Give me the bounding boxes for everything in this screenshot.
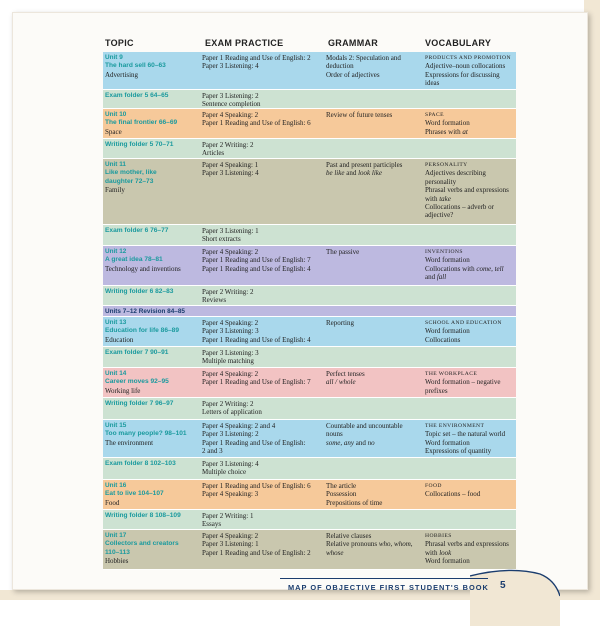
table-row: [103, 480, 516, 510]
cell-line: Collocations – food: [425, 490, 481, 499]
cell-line: Collocations with come, tell: [425, 264, 504, 273]
topic-cell: [105, 512, 201, 520]
cell-line: 2 and 3: [202, 447, 223, 456]
cell-line: The passive: [326, 248, 360, 256]
cell-line: Modals 2: Speculation and: [326, 54, 401, 62]
exam-practice-cell: [202, 161, 326, 178]
cell-line: Paper 4 Speaking: 2 and 4: [202, 422, 276, 430]
header-topic: TOPIC: [105, 38, 134, 48]
cell-line: Exam folder 5 64–65: [105, 92, 169, 99]
cell-line: Paper 4 Speaking: 2: [202, 370, 259, 378]
topic-cell: [105, 319, 201, 344]
cell-line: Phrasal verbs and expressions: [425, 186, 509, 195]
cell-line: Phrasal verbs and expressions: [425, 540, 509, 549]
footer-title: MAP OF OBJECTIVE FIRST STUDENT'S BOOK: [288, 583, 489, 592]
table-row: [103, 306, 516, 317]
cell-line: Unit 9: [105, 54, 123, 61]
table-row: [103, 109, 516, 139]
cell-line: all / whole: [326, 378, 356, 387]
topic-cell: [105, 532, 201, 566]
topic-cell: [105, 248, 201, 273]
table-row: [103, 420, 516, 458]
cell-line: Paper 4 Speaking: 2: [202, 248, 259, 256]
table-row: [103, 286, 516, 306]
topic-cell: [105, 482, 201, 507]
cell-line: with look: [425, 548, 452, 557]
cell-line: Paper 3 Listening: 4: [202, 460, 259, 468]
cell-line: Paper 2 Writing: 2: [202, 141, 254, 149]
cell-line: Paper 4 Speaking: 2: [202, 319, 259, 327]
vocabulary-cell: [425, 532, 516, 566]
cell-line: Word formation: [425, 256, 470, 265]
cell-line: Writing folder 8 108–109: [105, 512, 181, 519]
cell-line: Paper 2 Writing: 2: [202, 288, 254, 296]
cell-line: Paper 3 Listening: 4: [202, 62, 259, 71]
cell-line: Paper 3 Listening: 2: [202, 430, 259, 439]
cell-line: The environment: [105, 438, 154, 447]
cell-line: Paper 3 Listening: 1: [202, 540, 259, 549]
cell-line: PERSONALITY: [425, 162, 468, 168]
cell-line: Possession: [326, 490, 357, 499]
cell-line: Paper 3 Listening: 1: [202, 227, 259, 235]
grammar-cell: [326, 422, 423, 447]
cell-line: HOBBIES: [425, 533, 452, 539]
cell-line: deduction: [326, 62, 354, 71]
cell-line: Expressions of quantity: [425, 447, 492, 456]
cell-line: Countable and uncountable: [326, 422, 403, 430]
table-row: [103, 530, 516, 570]
cell-line: Word formation: [425, 438, 470, 447]
cell-line: Like mother, like: [105, 169, 157, 177]
vocabulary-cell: [425, 370, 516, 395]
grammar-cell: [326, 370, 423, 387]
exam-practice-cell: [202, 141, 326, 158]
exam-practice-cell: [202, 422, 326, 456]
table-row: [103, 246, 516, 286]
grammar-cell: [326, 532, 423, 557]
cell-line: Paper 3 Listening: 3: [202, 327, 259, 336]
cell-line: Units 7–12 Revision 84–85: [105, 308, 185, 315]
cell-line: Unit 14: [105, 370, 127, 377]
topic-cell: [105, 400, 201, 408]
cell-line: PRODUCTS AND PROMOTION: [425, 55, 511, 61]
cell-line: Unit 11: [105, 161, 126, 168]
cell-line: adjective?: [425, 211, 454, 220]
cell-line: whose: [326, 548, 344, 557]
exam-practice-cell: [202, 532, 326, 557]
header-grammar: GRAMMAR: [328, 38, 379, 48]
cell-line: Hobbies: [105, 557, 129, 566]
cell-line: Too many people? 98–101: [105, 430, 187, 438]
cell-line: Family: [105, 186, 125, 195]
cell-line: Writing folder 6 82–83: [105, 288, 174, 295]
table-row: [103, 398, 516, 420]
cell-line: Paper 1 Reading and Use of English: 7: [202, 256, 311, 265]
cell-line: prefixes: [425, 386, 448, 395]
cell-line: Prepositions of time: [326, 498, 383, 507]
cell-line: some, any and no: [326, 438, 375, 447]
page-number: 5: [500, 580, 506, 591]
cell-line: Phrases with at: [425, 127, 468, 136]
table-row: [103, 159, 516, 225]
cell-line: Letters of application: [202, 408, 262, 417]
exam-practice-cell: [202, 92, 326, 109]
topic-cell: [105, 349, 201, 357]
cell-line: Exam folder 6 76–77: [105, 227, 169, 234]
exam-practice-cell: [202, 400, 326, 417]
cell-line: Word formation: [425, 557, 470, 566]
cell-line: Paper 1 Reading and Use of English: 7: [202, 378, 311, 387]
cell-line: Collectors and creators: [105, 540, 179, 548]
cell-line: Paper 3 Listening: 2: [202, 92, 259, 100]
exam-practice-cell: [202, 460, 326, 477]
cell-line: Paper 1 Reading and Use of English: 4: [202, 264, 311, 273]
cell-line: Writing folder 5 70–71: [105, 141, 174, 148]
grammar-cell: [326, 482, 423, 507]
grammar-cell: [326, 319, 423, 327]
cell-line: Short extracts: [202, 235, 241, 244]
cell-line: FOOD: [425, 483, 442, 489]
cell-line: Paper 4 Speaking: 1: [202, 161, 259, 169]
vocabulary-cell: [425, 161, 516, 220]
exam-practice-cell: [202, 319, 326, 344]
cell-line: Career moves 92–95: [105, 378, 169, 386]
cell-line: be like and look like: [326, 169, 382, 178]
topic-cell: [105, 227, 201, 235]
header-vocabulary: VOCABULARY: [425, 38, 492, 48]
cell-line: ideas: [425, 79, 440, 88]
cell-line: Paper 3 Listening: 3: [202, 349, 259, 357]
cell-line: SCHOOL AND EDUCATION: [425, 320, 502, 326]
table-row: [103, 347, 516, 368]
cell-line: Multiple choice: [202, 468, 247, 477]
header-exam-practice: EXAM PRACTICE: [205, 38, 284, 48]
cell-line: Paper 2 Writing: 1: [202, 512, 254, 520]
cell-line: Paper 4 Speaking: 3: [202, 490, 259, 499]
cell-line: Paper 3 Listening: 4: [202, 169, 259, 178]
cell-line: Exam folder 8 102–103: [105, 460, 176, 467]
topic-cell: [105, 370, 201, 395]
topic-cell: [105, 460, 201, 468]
cell-line: Paper 4 Speaking: 2: [202, 111, 259, 119]
exam-practice-cell: [202, 54, 326, 71]
cell-line: Word formation: [425, 119, 470, 128]
cell-line: Education for life 86–89: [105, 327, 180, 335]
cell-line: Paper 1 Reading and Use of English:: [202, 438, 306, 447]
cell-line: Technology and inventions: [105, 264, 181, 273]
topic-cell: [105, 161, 201, 195]
cell-line: SPACE: [425, 112, 444, 118]
vocabulary-cell: [425, 111, 516, 136]
table-row: [103, 458, 516, 480]
cell-line: Topic set – the natural world: [425, 430, 506, 439]
topic-cell: [105, 422, 201, 447]
vocabulary-cell: [425, 54, 516, 88]
vocabulary-cell: [425, 422, 516, 456]
table-row: [103, 225, 516, 246]
vocabulary-cell: [425, 248, 516, 282]
cell-line: Paper 1 Reading and Use of English: 2: [202, 548, 311, 557]
cell-line: The article: [326, 482, 357, 490]
vocabulary-cell: [425, 319, 516, 344]
cell-line: Order of adjectives: [326, 70, 380, 79]
cell-line: Advertising: [105, 70, 139, 79]
cell-line: Paper 1 Reading and Use of English: 4: [202, 335, 311, 344]
cell-line: Essays: [202, 520, 222, 529]
cell-line: Unit 10: [105, 111, 127, 118]
table-row: [103, 510, 516, 530]
table-row: [103, 90, 516, 109]
grammar-cell: [326, 161, 423, 178]
cell-line: THE ENVIRONMENT: [425, 423, 485, 429]
cell-line: Collocations: [425, 335, 461, 344]
exam-practice-cell: [202, 370, 326, 387]
cell-line: Articles: [202, 149, 225, 158]
topic-cell: [105, 111, 201, 136]
cell-line: and fall: [425, 273, 447, 282]
cell-line: with take: [425, 194, 451, 203]
cell-line: Past and present participles: [326, 161, 403, 169]
cell-line: Working life: [105, 386, 141, 395]
cell-line: Word formation: [425, 327, 470, 336]
table-row: [103, 52, 516, 90]
cell-line: Paper 1 Reading and Use of English: 6: [202, 482, 311, 490]
cell-line: The hard sell 60–63: [105, 62, 166, 70]
cell-line: Paper 1 Reading and Use of English: 2: [202, 54, 311, 62]
table-row: [103, 368, 516, 398]
exam-practice-cell: [202, 349, 326, 366]
exam-practice-cell: [202, 512, 326, 529]
cell-line: Paper 2 Writing: 2: [202, 400, 254, 408]
cell-line: Perfect tenses: [326, 370, 365, 378]
table-row: [103, 317, 516, 347]
grammar-cell: [326, 248, 423, 256]
cell-line: INVENTIONS: [425, 249, 463, 255]
footer-rule: [280, 578, 488, 579]
topic-cell: [105, 92, 201, 100]
exam-practice-cell: [202, 111, 326, 128]
vocabulary-cell: [425, 482, 516, 499]
page-corner-curve: [470, 566, 560, 626]
cell-line: Sentence completion: [202, 100, 261, 109]
cell-line: Reviews: [202, 296, 227, 305]
grammar-cell: [326, 54, 423, 79]
cell-line: personality: [425, 177, 457, 186]
cell-line: Adjective–noun collocations: [425, 62, 506, 71]
cell-line: Multiple matching: [202, 357, 254, 366]
cell-line: Writing folder 7 96–97: [105, 400, 174, 407]
cell-line: Unit 17: [105, 532, 127, 539]
cell-line: THE WORKPLACE: [425, 371, 478, 377]
cell-line: daughter 72–73: [105, 177, 154, 185]
cell-line: Adjectives describing: [425, 169, 486, 178]
cell-line: Exam folder 7 90–91: [105, 349, 169, 356]
exam-practice-cell: [202, 248, 326, 273]
cell-line: Eat to live 104–107: [105, 490, 164, 498]
cell-line: Collocations – adverb or: [425, 203, 495, 212]
cell-line: A great idea 78–81: [105, 256, 163, 264]
topic-cell: [105, 54, 201, 79]
exam-practice-cell: [202, 288, 326, 305]
cell-line: Word formation – negative: [425, 378, 501, 387]
cell-line: nouns: [326, 430, 343, 439]
exam-practice-cell: [202, 227, 326, 244]
cell-line: Review of future tenses: [326, 111, 393, 119]
cell-line: Expressions for discussing: [425, 70, 500, 79]
cell-line: Unit 15: [105, 422, 127, 429]
cell-line: Education: [105, 335, 134, 344]
cell-line: 110–113: [105, 548, 130, 556]
topic-cell: [105, 308, 201, 316]
cell-line: Food: [105, 498, 120, 507]
cell-line: Unit 12: [105, 248, 127, 255]
cell-line: Paper 4 Speaking: 2: [202, 532, 259, 540]
topic-cell: [105, 141, 201, 149]
cell-line: Paper 1 Reading and Use of English: 6: [202, 119, 311, 128]
cell-line: Unit 16: [105, 482, 127, 489]
cell-line: Unit 13: [105, 319, 127, 326]
cell-line: Reporting: [326, 319, 354, 327]
grammar-cell: [326, 111, 423, 119]
table-row: [103, 139, 516, 159]
cell-line: Relative pronouns who, whom,: [326, 540, 413, 549]
cell-line: Space: [105, 127, 122, 136]
cell-line: Relative clauses: [326, 532, 372, 540]
cell-line: The final frontier 66–69: [105, 119, 178, 127]
topic-cell: [105, 288, 201, 296]
exam-practice-cell: [202, 482, 326, 499]
